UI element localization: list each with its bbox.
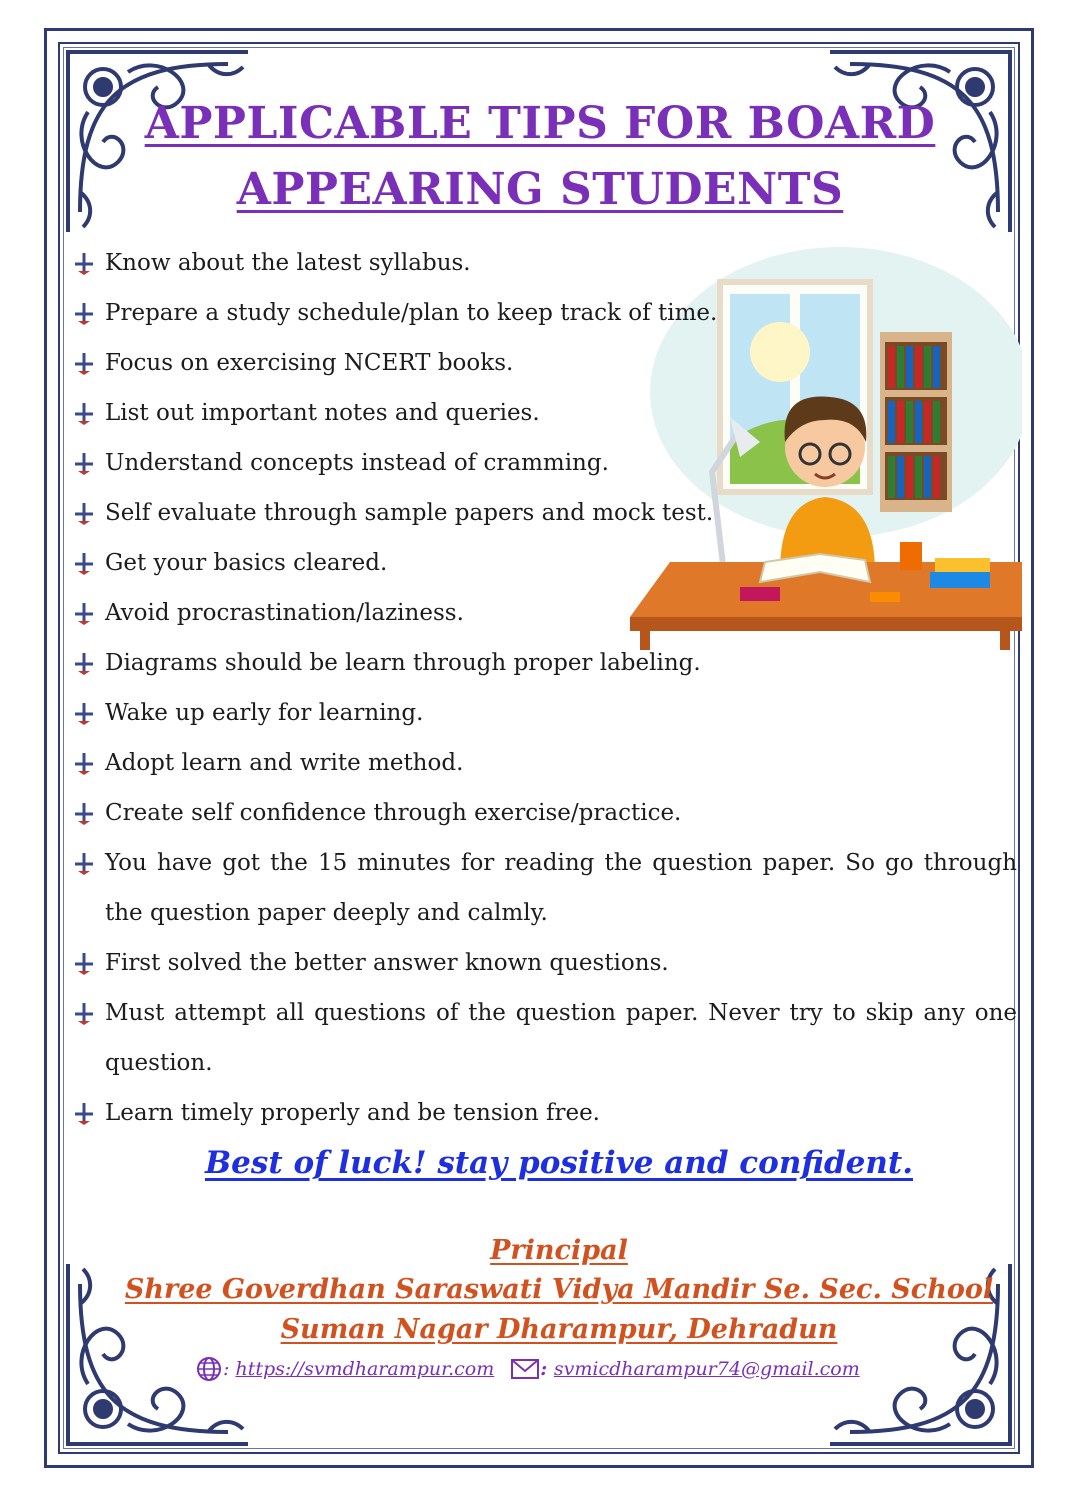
contact-line <box>195 1355 860 1383</box>
tip-text: List out important notes and queries. <box>105 400 540 426</box>
tip-text: Create self confidence through exercise/practice. <box>105 800 682 826</box>
tip-text: First solved the better answer known questions. <box>105 950 669 976</box>
tip-text: Self evaluate through sample papers and mock test. <box>105 500 714 526</box>
tip-text: Get your basics cleared. <box>105 550 388 576</box>
tip-text: Diagrams should be learn through proper labeling. <box>105 650 701 676</box>
pushpin-bullet-icon <box>72 601 96 625</box>
pushpin-bullet-icon <box>72 851 96 875</box>
list-item <box>72 588 1017 638</box>
pushpin-bullet-icon <box>72 551 96 575</box>
pushpin-bullet-icon <box>72 751 96 775</box>
globe-icon <box>195 1355 223 1383</box>
list-item <box>72 538 1017 588</box>
signature-location: Suman Nagar Dharampur, Dehradun <box>280 1314 838 1345</box>
email-prefix: : <box>540 1358 554 1380</box>
list-item <box>72 688 1017 738</box>
pushpin-bullet-icon <box>72 301 96 325</box>
list-item <box>72 988 1017 1088</box>
list-item <box>72 338 1017 388</box>
pushpin-bullet-icon <box>72 451 96 475</box>
tip-text: You have got the 15 minutes for reading the question paper. So go through the question paper deeply and calmly. <box>105 850 1017 926</box>
pushpin-bullet-icon <box>72 1001 96 1025</box>
pushpin-bullet-icon <box>72 351 96 375</box>
website-link[interactable]: https://svmdharampur.com <box>235 1358 495 1380</box>
page-title-line-2: APPEARING STUDENTS <box>236 164 844 215</box>
list-item <box>72 738 1017 788</box>
list-item <box>72 388 1017 438</box>
tips-list <box>72 238 1017 1138</box>
pushpin-bullet-icon <box>72 801 96 825</box>
tip-text: Prepare a study schedule/plan to keep track of time. <box>105 300 718 326</box>
pushpin-bullet-icon <box>72 701 96 725</box>
website-prefix: : <box>223 1358 236 1380</box>
list-item <box>72 788 1017 838</box>
signature-role: Principal <box>490 1235 628 1266</box>
list-item <box>72 938 1017 988</box>
pushpin-bullet-icon <box>72 1101 96 1125</box>
list-item <box>72 288 1017 338</box>
tip-text: Must attempt all questions of the question paper. Never try to skip any one question. <box>105 1000 1017 1076</box>
list-item <box>72 1088 1017 1138</box>
tip-text: Focus on exercising NCERT books. <box>105 350 514 376</box>
email-link[interactable]: svmicdharampur74@gmail.com <box>553 1358 860 1380</box>
page-title-line-1: APPLICABLE TIPS FOR BOARD <box>144 98 936 149</box>
list-item <box>72 488 1017 538</box>
tip-text: Understand concepts instead of cramming. <box>105 450 609 476</box>
closing-message: Best of luck! stay positive and confident. <box>204 1145 913 1181</box>
list-item <box>72 838 1017 938</box>
tip-text: Adopt learn and write method. <box>105 750 464 776</box>
pushpin-bullet-icon <box>72 401 96 425</box>
tip-text: Wake up early for learning. <box>105 700 424 726</box>
mail-icon <box>510 1358 540 1380</box>
list-item <box>72 438 1017 488</box>
pushpin-bullet-icon <box>72 251 96 275</box>
pushpin-bullet-icon <box>72 951 96 975</box>
tip-text: Learn timely properly and be tension free. <box>105 1100 600 1126</box>
pushpin-bullet-icon <box>72 651 96 675</box>
pushpin-bullet-icon <box>72 501 96 525</box>
tip-text: Avoid procrastination/laziness. <box>105 600 464 626</box>
signature-school: Shree Goverdhan Saraswati Vidya Mandir Se. Sec. School <box>124 1274 994 1305</box>
tip-text: Know about the latest syllabus. <box>105 250 471 276</box>
list-item <box>72 238 1017 288</box>
list-item <box>72 638 1017 688</box>
